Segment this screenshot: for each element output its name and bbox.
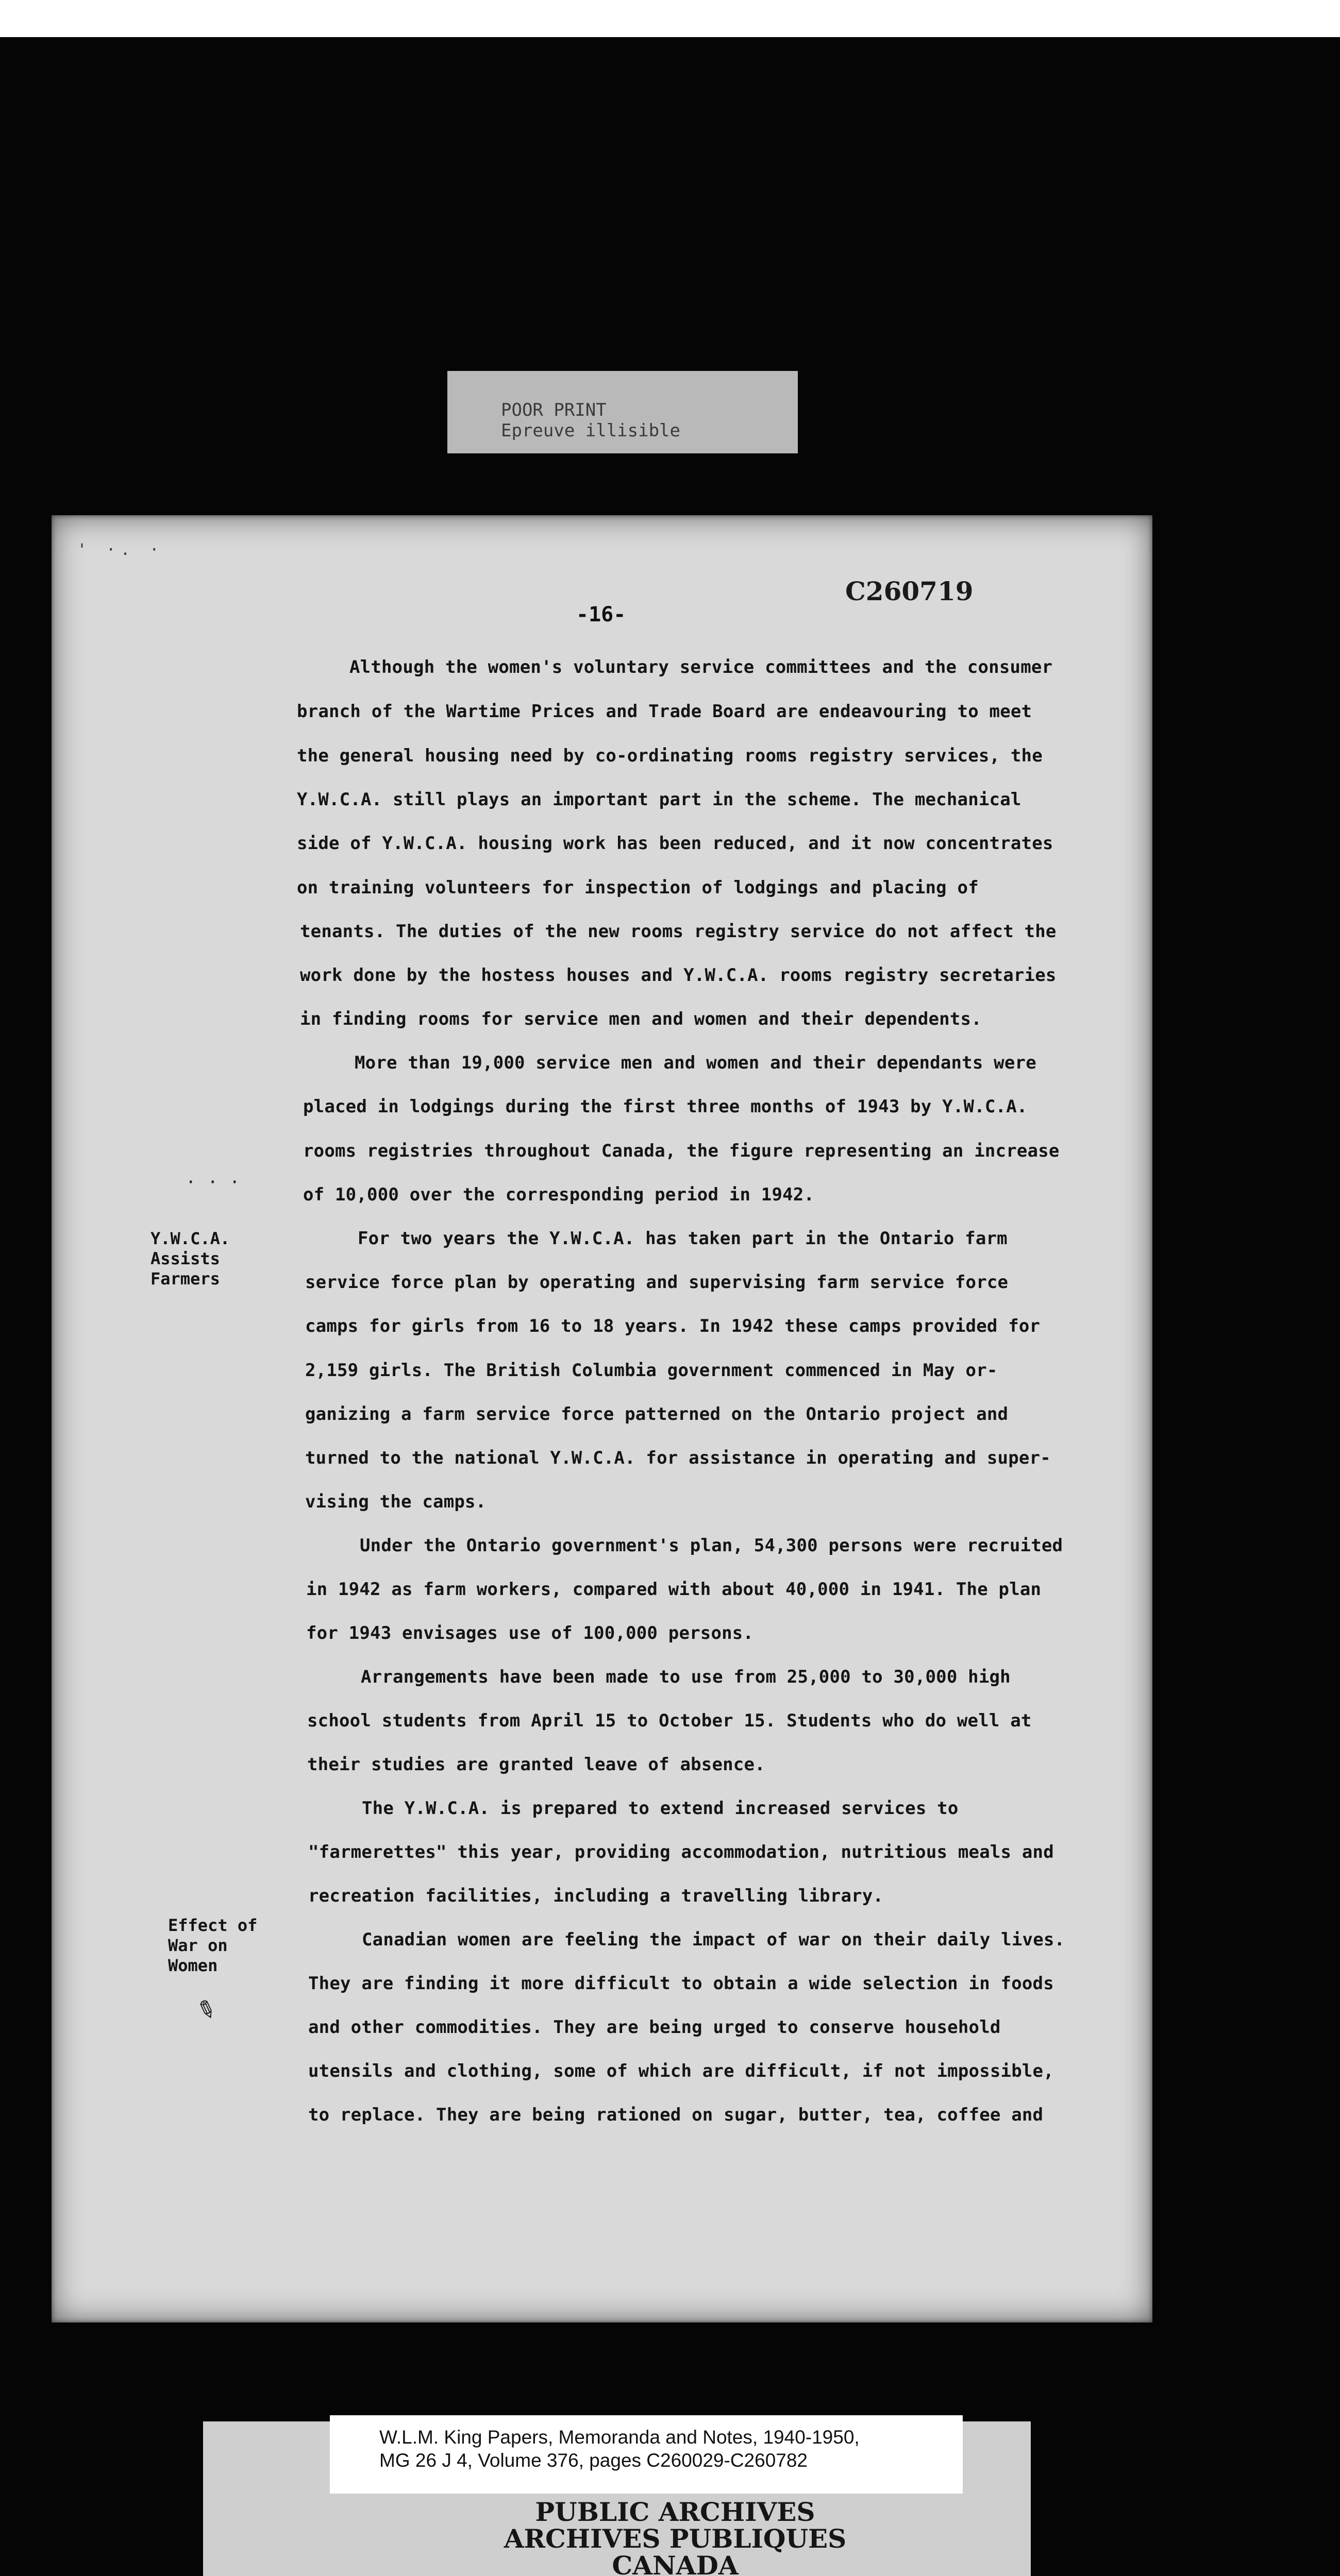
body-line: side of Y.W.C.A. housing work has been reduced, and it now concentrates (297, 833, 1053, 854)
poor-print-label (447, 371, 798, 453)
body-line: on training volunteers for inspection of lodgings and placing of (297, 877, 979, 898)
body-line: ganizing a farm service force patterned on the Ontario project and (305, 1404, 1009, 1425)
body-line: Under the Ontario government's plan, 54,300 persons were recruited (360, 1535, 1063, 1556)
body-line: in 1942 as farm workers, compared with about 40,000 in 1941. The plan (306, 1579, 1042, 1600)
citation-line-1: W.L.M. King Papers, Memoranda and Notes, 1940-1950, (379, 2427, 860, 2448)
stamp-line-3: CANADA (612, 2550, 739, 2576)
body-line: The Y.W.C.A. is prepared to extend increased services to (362, 1798, 959, 1819)
body-line: school students from April 15 to October 15. Students who do well at (307, 1710, 1032, 1731)
dust-specks: ' ·. · (77, 541, 164, 559)
margin-note-line: War on (168, 1936, 228, 1955)
body-line: to replace. They are being rationed on sugar, butter, tea, coffee and (308, 2105, 1044, 2125)
body-line: the general housing need by co-ordinating rooms registry services, the (297, 745, 1043, 766)
body-line: Canadian women are feeling the impact of war on their daily lives. (362, 1929, 1065, 1950)
body-line: For two years the Y.W.C.A. has taken part in the Ontario farm (358, 1228, 1008, 1249)
body-line: vising the camps. (305, 1492, 487, 1512)
margin-note-line: Assists (150, 1249, 220, 1268)
stamp-line-2: ARCHIVES PUBLIQUES (504, 2523, 847, 2554)
margin-note-effect-of-war (168, 1916, 257, 1976)
margin-note-line: Farmers (150, 1269, 220, 1289)
page-number: -16- (576, 603, 626, 626)
body-line: turned to the national Y.W.C.A. for assistance in operating and super- (305, 1448, 1051, 1468)
margin-note-line: Effect of (168, 1916, 258, 1935)
body-line: placed in lodgings during the first three months of 1943 by Y.W.C.A. (303, 1096, 1028, 1117)
body-line: recreation facilities, including a travelling library. (308, 1886, 884, 1906)
body-line: service force plan by operating and supervising farm service force (305, 1272, 1009, 1293)
body-line: utensils and clothing, some of which are difficult, if not impossible, (308, 2061, 1054, 2081)
body-line: Arrangements have been made to use from 25,000 to 30,000 high (361, 1667, 1011, 1687)
body-line: rooms registries throughout Canada, the figure representing an increase (303, 1141, 1060, 1161)
public-archives-stamp (443, 2499, 907, 2576)
body-line: They are finding it more difficult to obtain a wide selection in foods (308, 1973, 1054, 1994)
margin-note-line: Women (168, 1956, 218, 1975)
body-line: their studies are granted leave of absence. (307, 1754, 765, 1775)
margin-note-line: Y.W.C.A. (150, 1229, 230, 1248)
body-line: More than 19,000 service men and women and their dependants were (355, 1053, 1036, 1073)
body-line: branch of the Wartime Prices and Trade Board are endeavouring to meet (297, 701, 1032, 722)
body-line: "farmerettes" this year, providing accommodation, nutritious meals and (308, 1842, 1054, 1862)
body-line: camps for girls from 16 to 18 years. In 1942 these camps provided for (305, 1316, 1041, 1336)
margin-dots: ··· (186, 1172, 252, 1193)
top-white-strip (0, 0, 1340, 37)
body-line: Y.W.C.A. still plays an important part in the scheme. The mechanical (297, 789, 1021, 810)
body-line: of 10,000 over the corresponding period in 1942. (303, 1184, 815, 1205)
body-line: Although the women's voluntary service committees and the consumer (349, 657, 1053, 677)
stamp-line-1: PUBLIC ARCHIVES (535, 2497, 815, 2527)
document-number: C260719 (845, 576, 974, 606)
body-line: for 1943 envisages use of 100,000 persons. (306, 1623, 754, 1643)
body-line: and other commodities. They are being urged to conserve household (308, 2017, 1001, 2038)
body-line: 2,159 girls. The British Columbia government commenced in May or- (305, 1360, 998, 1381)
body-line: in finding rooms for service men and women and their dependents. (300, 1009, 982, 1029)
citation-line-2: MG 26 J 4, Volume 376, pages C260029-C260782 (379, 2450, 808, 2471)
poor-print-line-1: POOR PRINT (501, 400, 607, 420)
margin-note-ywca-assists-farmers (150, 1229, 230, 1289)
pen-arrow-mark: ✎ (192, 1990, 221, 2027)
citation-label (330, 2415, 963, 2494)
body-line: tenants. The duties of the new rooms registry service do not affect the (300, 921, 1057, 942)
poor-print-line-2: Epreuve illisible (501, 420, 680, 441)
body-line: work done by the hostess houses and Y.W.C.A. rooms registry secretaries (300, 965, 1057, 986)
